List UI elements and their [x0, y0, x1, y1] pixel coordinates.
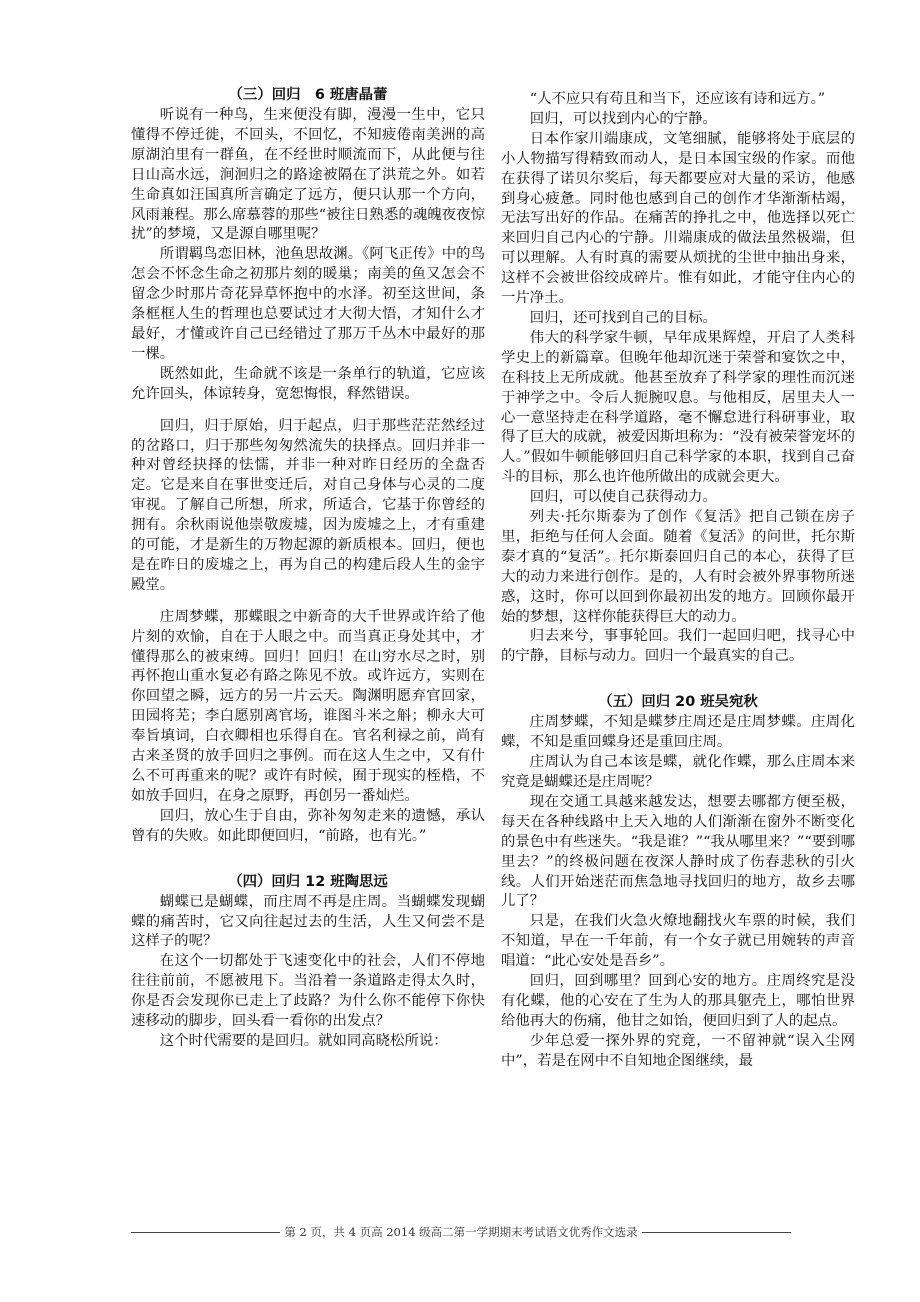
- page-footer: [131, 1224, 791, 1240]
- paragraph: 蝴蝶已是蝴蝶，而庄周不再是庄周。当蝴蝶发现蝴蝶的痛苦时，它又向往起过去的生活，人生又何尝不是这样子的呢？: [131, 893, 485, 950]
- paragraph: 回归，放心生于自由，弥补匆匆走来的遗憾，承认曾有的失败。如此即便回归，“前路，也有光。”: [131, 807, 485, 844]
- paragraph: 在这个一切都处于飞速变化中的社会，人们不停地往往前前，不愿被甩下。当沿着一条道路走得太久时，你是否会发现你已走上了歧路？为什么你不能停下你快速移动的脚步，回头看一看你的出发点？: [131, 953, 485, 1030]
- spacer: [131, 596, 485, 608]
- left-column: [131, 84, 485, 1052]
- spacer: [131, 847, 485, 871]
- paragraph: 回归，还可找到自己的目标。: [529, 309, 717, 326]
- footer-rule-left: [131, 1232, 280, 1233]
- paragraph: 庄周梦蝶，不知是蝶梦庄周还是庄周梦蝶。庄周化蝶，不知是重回蝶身还是重回庄周。: [501, 714, 855, 751]
- paragraph: 所谓羁鸟恋旧林，池鱼思故渊。《阿飞正传》中的鸟怎会不怀念生命之初那片刻的暖巢；南美的鱼又怎会不留念少时那片奇花异草怀抱中的水泽。初至这世间，条条框框人生的哲理也总要试过才大彻大悟，才知什么才最好，才懂或许自己已经错过了那万千丛木中最好的那一棵。: [131, 246, 485, 362]
- paragraph: 听说有一种鸟，生来便没有脚，漫漫一生中，它只懂得不停迁徙，不回头，不回忆，不知疲倦南美洲的高原湖泊里有一群鱼，在不经世时顺流而下，从此便与往日山高水远，涧洄归之的路途被隔在了洪荒之外。如若生命真如汪国真所言确定了远方，便只认那一个方向，风雨兼程。那么席慕蓉的那些“被往日熟悉的魂魄夜夜惊扰”的梦境，又是源自哪里呢？: [131, 107, 485, 243]
- spacer: [501, 667, 855, 691]
- paragraph: 回归，回到哪里？回到心安的地方。庄周终究是没有化蝶，他的心安在了生为人的那具躯壳上，哪怕世界给他再大的伤痛，他甘之如饴，便回归到了人的起点。: [501, 973, 855, 1029]
- paragraph: 少年总爱一探外界的究竟，一不留神就“误入尘网中”，若是在网中不自知地企图继续，最: [501, 1032, 855, 1069]
- paragraph: 回归，可以找到内心的宁静。: [529, 110, 717, 127]
- paragraph: 庄周梦蝶，那蝶眼之中新奇的大千世界或许给了他片刻的欢愉，自在于人眼之中。而当真正身处其中，才懂得那么的被束缚。回归！回归！在山穷水尽之时，别再怀抱山重水复必有路之陈见不放。或许远方，实则在你回望之瞬，远方的另一片云天。陶渊明愿弃官回家，田园将芜；李白愿别离官场，谁图斗米之斛；柳永大可奉旨填词，白衣卿相也乐得自在。官名利禄之前，尚有古来圣贤的放手回归之事例。而在这人生之中，又有什么不可再重来的呢？或许有时候，囿于现实的桎梏，不如放手回归，在身之原野，再创另一番灿烂。: [131, 608, 485, 804]
- paragraph: 现在交通工具越来越发达，想要去哪都方便至极，每天在各种线路中上天入地的人们渐渐在窗外不断变化的景色中有些迷失。“我是谁？”“我从哪里来？”“要到哪里去？”的终极问题在夜深人静时成了伤春悲秋的引火线。人们开始迷茫而焦急地寻找回归的地方，故乡去哪儿了？: [501, 793, 855, 910]
- footer-text: 第 2 页，共 4 页高 2014 级高二第一学期期末考试语文优秀作文选录: [284, 1225, 638, 1239]
- section3-heading: （三）回归 6 班唐晶蕾: [228, 87, 388, 103]
- paragraph: 既然如此，生命就不该是一条单行的轨道，它应该允许回头，体谅转身，宽恕悔恨，释然错误。: [131, 365, 485, 402]
- footer-rule-right: [642, 1232, 791, 1233]
- spacer: [131, 405, 485, 417]
- paragraph: 日本作家川端康成，文笔细腻，能够将处于底层的小人物描写得精致而动人，是日本国宝级的作家。而他在获得了诺贝尔奖后，每天都要应对大量的采访，他感到身心疲惫。同时他也感到自己的创作才华渐渐枯竭，无法写出好的作品。在痛苦的挣扎之中，他选择以死亡来回归自己内心的宁静。川端康成的做法虽然极端，但可以理解。人有时真的需要从烦扰的尘世中抽出身来，这样不会被世俗绞成碎片。惟有如此，才能守住内心的一片净土。: [501, 130, 855, 307]
- paragraph: 回归，归于原始，归于起点，归于那些茫茫然经过的岔路口，归于那些匆匆然流失的抉择点。回归并非一种对曾经抉择的怯懦，并非一种对昨日经历的全盘否定。它是来自在事世变迁后，对自己身体与心灵的二度审视。了解自己所想，所求，所适合，它基于你曾经的拥有。余秋雨说他崇敬废墟，因为废墟之上，才有重建的可能，才是新生的万物起源的新质根本。回归，便也是在昨日的废墟之上，再为自己的构建后段人生的金宇殿堂。: [131, 417, 485, 593]
- paragraph: 列夫·托尔斯泰为了创作《复活》把自己锁在房子里，拒绝与任何人会面。随着《复活》的问世，托尔斯泰才真的“复活”。托尔斯泰回归自己的本心，获得了巨大的动力来进行创作。是的，人有时会被外界事物所迷惑，这时，你可以回到你最初出发的地方。回顾你最开始的梦想，这样你能获得巨大的动力。: [501, 509, 855, 625]
- section5-heading: （五）回归 20 班吴宛秋: [598, 694, 758, 711]
- paragraph: 只是，在我们火急火燎地翻找火车票的时候，我们不知道，早在一千年前，有一个女子就已用婉转的声音唱道：“此心安处是吾乡”。: [501, 913, 855, 970]
- paragraph: 归去来兮，事事轮回。我们一起回归吧，找寻心中的宁静，目标与动力。回归一个最真实的自己。: [501, 628, 855, 665]
- paragraph: 庄周认为自己本该是蝶，就化作蝶，那么庄周本来究竟是蝴蝶还是庄周呢？: [501, 754, 855, 790]
- section4-heading: （四）回归 12 班陶思远: [228, 873, 388, 890]
- paragraph: 伟大的科学家牛顿，早年成果辉煌，开启了人类科学史上的新篇章。但晚年他却沉迷于荣誉和宴饮之中，在科技上无所成就。他甚至放弃了科学家的理性而沉迷于神学之中。令后人扼腕叹息。与他相反，居里夫人一心一意坚持走在科学道路，毫不懈怠进行科研事业，取得了巨大的成就，被爱因斯坦称为：“没有被荣誉宠坏的人。”假如牛顿能够回归自己科学家的本职，找到自己奋斗的目标，那么也许他所做出的成就会更大。: [501, 329, 855, 486]
- right-column: [501, 90, 855, 1072]
- paragraph: “人不应只有苟且和当下，还应该有诗和远方。”: [529, 91, 826, 107]
- paragraph: 这个时代需要的是回归。就如同高晓松所说：: [159, 1032, 448, 1049]
- paragraph: 回归，可以使自己获得动力。: [529, 489, 717, 506]
